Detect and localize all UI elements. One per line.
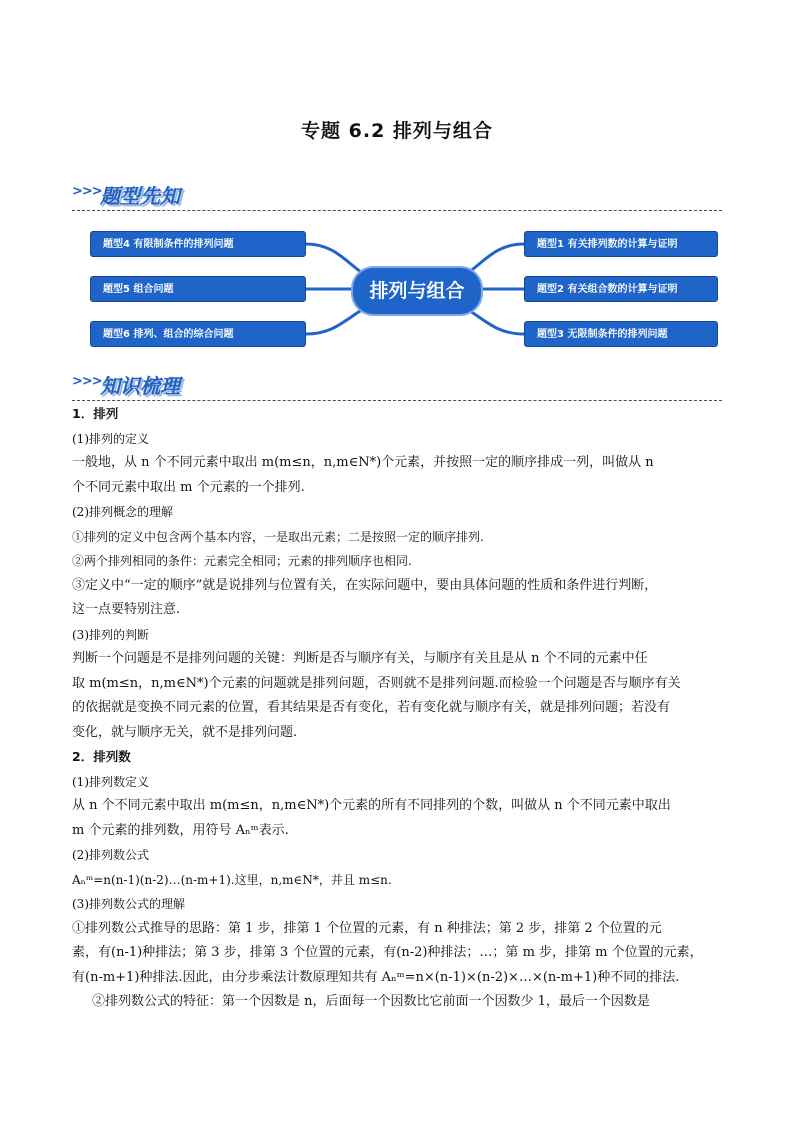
mind-map-node-type2: 题型2 有关组合数的计算与证明: [524, 276, 718, 302]
paragraph-line: ②两个排列相同的条件：元素完全相同；元素的排列顺序也相同.: [72, 554, 412, 568]
paragraph-line: 这一点要特别注意.: [72, 602, 181, 617]
dashed-divider: [72, 210, 722, 211]
paragraph-line: 素，有(n-1)种排法；第 3 步，排第 3 个位置的元素，有(n-2)种排法；…；第 m 步，排第 m 个位置的元素，: [72, 945, 703, 960]
paragraph-line: ①排列数公式推导的思路：第 1 步，排第 1 个位置的元素，有 n 种排法；第 2 步，排第 2 个位置的元: [72, 920, 662, 936]
paragraph-line: 个不同元素中取出 m 个元素的一个排列.: [72, 479, 305, 495]
paragraph-line: 有(n-m+1)种排法.因此，由分步乘法计数原理知共有 Aₙᵐ=n×(n-1)×(n-2)×…×(n-m+1)种不同的排法.: [72, 969, 680, 985]
dashed-divider: [72, 400, 722, 401]
paragraph-line: ①排列的定义中包含两个基本内容，一是取出元素；二是按照一定的顺序排列.: [72, 529, 484, 544]
subheading: (2)排列概念的理解: [72, 505, 173, 519]
page-title: 专题 6.2 排列与组合: [301, 120, 493, 142]
banner-arrows-icon: >>>: [72, 184, 102, 199]
section-heading: 2．排列数: [72, 749, 131, 764]
mind-map-center: 排列与组合: [351, 266, 483, 316]
paragraph-line: 从 n 个不同元素中取出 m(m≤n，n,m∈N*)个元素的所有不同排列的个数，叫做从 n 个不同元素中取出: [72, 798, 671, 813]
subheading: (3)排列数公式的理解: [72, 897, 185, 911]
paragraph-line: 变化，就与顺序无关，就不是排列问题.: [72, 724, 298, 740]
paragraph-line: 取 m(m≤n，n,m∈N*)个元素的问题就是排列问题，否则就不是排列问题.而检验一个问题是否与顺序有关: [72, 675, 681, 691]
subheading: (3)排列的判断: [72, 627, 149, 642]
subheading: (1)排列的定义: [72, 431, 149, 446]
mind-map-node-type3: 题型3 无限制条件的排列问题: [524, 321, 718, 347]
formula-line: Aₙᵐ=n(n-1)(n-2)…(n-m+1).这里，n,m∈N*，并且 m≤n.: [72, 872, 392, 887]
mind-map-node-type1: 题型1 有关排列数的计算与证明: [524, 231, 718, 257]
banner-arrows-icon: >>>: [72, 374, 102, 389]
section-banner-knowledge: [72, 372, 722, 402]
banner-title: 知识梳理: [100, 374, 180, 398]
paragraph-line: ②排列数公式的特征：第一个因数是 n，后面每一个因数比它前面一个因数少 1，最后一个因数是: [92, 994, 650, 1009]
banner-title: 题型先知: [100, 184, 180, 208]
mind-map-node-type4: 题型4 有限制条件的排列问题: [90, 231, 306, 257]
document-body: [72, 402, 722, 1015]
paragraph-line: 判断一个问题是不是排列问题的关键：判断是否与顺序有关，与顺序有关且是从 n 个不同的元素中任: [72, 651, 648, 666]
paragraph-line: ③定义中“一定的顺序”就是说排列与位置有关，在实际问题中，要由具体问题的性质和条件进行判断，: [72, 577, 658, 593]
mind-map-node-type6: 题型6 排列、组合的综合问题: [90, 321, 306, 347]
section-banner-question-types: [72, 182, 722, 212]
mind-map-node-type5: 题型5 组合问题: [90, 276, 306, 302]
paragraph-line: 一般地，从 n 个不同元素中取出 m(m≤n，n,m∈N*)个元素，并按照一定的顺序排成一列，叫做从 n: [72, 455, 654, 470]
paragraph-line: m 个元素的排列数，用符号 Aₙᵐ表示.: [72, 822, 289, 838]
section-heading: 1．排列: [72, 406, 119, 421]
paragraph-line: 的依据就是变换不同元素的位置，看其结果是否有变化，若有变化就与顺序有关，就是排列问题；若没有: [72, 700, 671, 715]
subheading: (1)排列数定义: [72, 774, 149, 789]
subheading: (2)排列数公式: [72, 848, 149, 862]
mind-map: [0, 220, 794, 360]
